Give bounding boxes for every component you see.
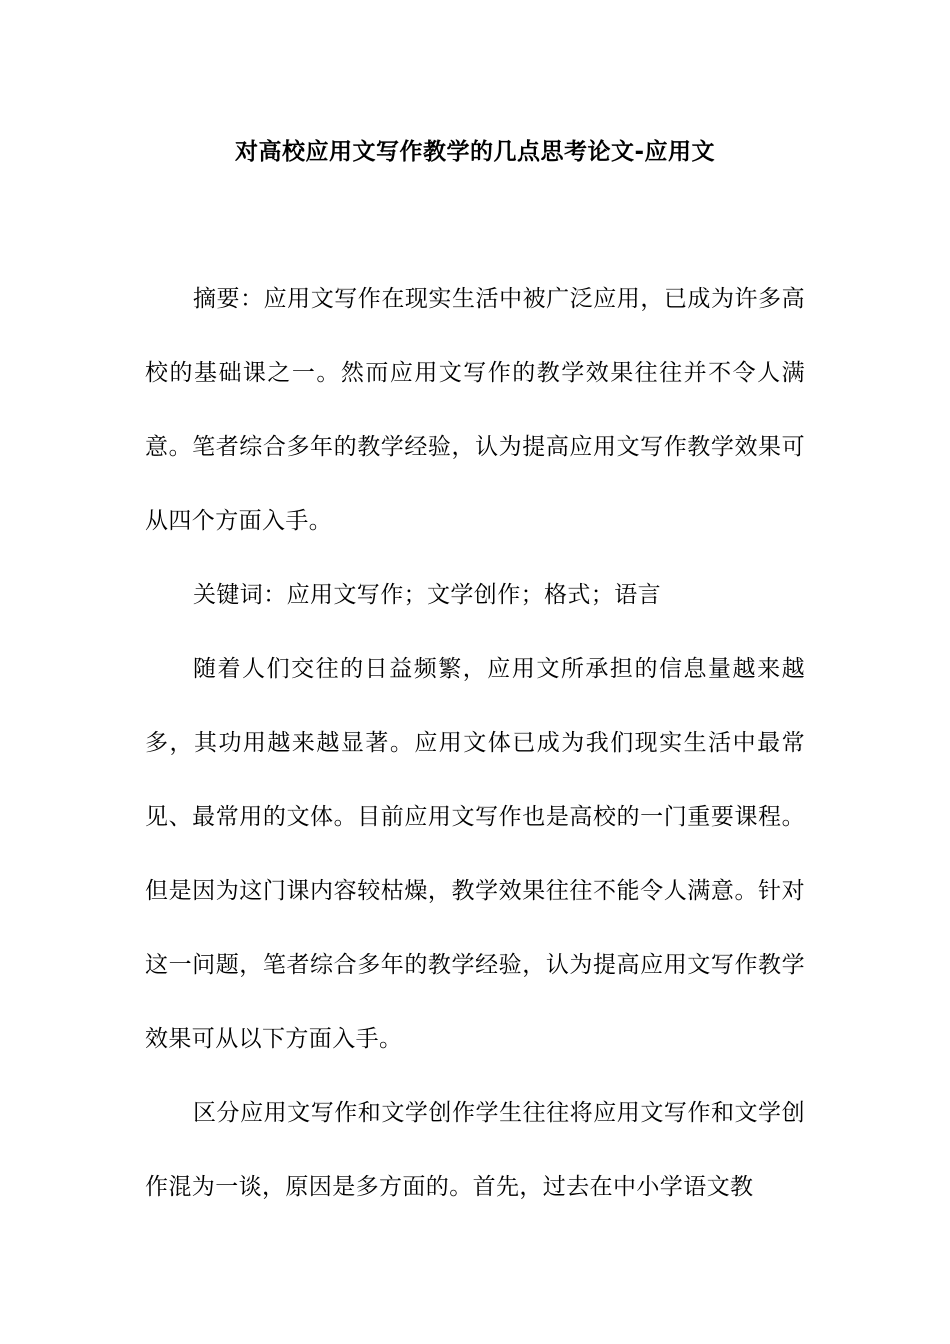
document-title: 对高校应用文写作教学的几点思考论文-应用文 <box>234 139 716 165</box>
keywords-paragraph: 关键词：应用文写作；文学创作；格式；语言 <box>193 582 661 608</box>
intro-paragraph: 随着人们交往的日益频繁，应用文所承担的信息量越来越多，其功用越来越显著。应用文体已成为我们现实生活中最常见、最常用的文体。目前应用文写作也是高校的一门重要课程。但是因为这门课内容较枯燥，教学效果往往不能令人满意。针对这一问题，笔者综合多年的教学经验，认为提高应用文写作教学效果可从以下方面入手。 <box>145 656 805 1052</box>
document-body <box>145 262 805 1224</box>
section-paragraph: 区分应用文写作和文学创作学生往往将应用文写作和文学创作混为一谈，原因是多方面的。首先，过去在中小学语文教 <box>145 1100 805 1200</box>
abstract-paragraph: 摘要：应用文写作在现实生活中被广泛应用，已成为许多高校的基础课之一。然而应用文写作的教学效果往往并不令人满意。笔者综合多年的教学经验，认为提高应用文写作教学效果可从四个方面入手。 <box>145 286 805 534</box>
